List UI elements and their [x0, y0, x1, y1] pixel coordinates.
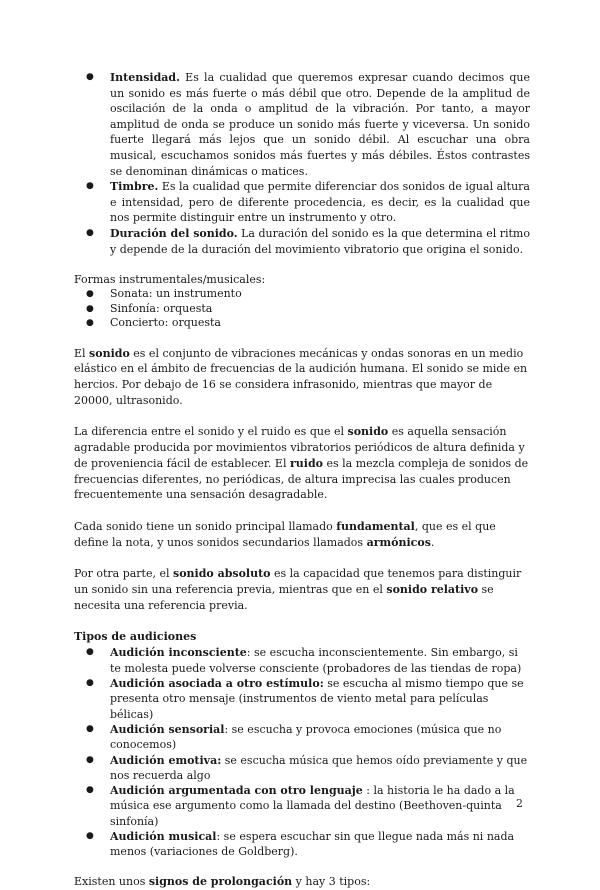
page-number: 2 — [516, 797, 523, 810]
text: se necesita una referencia previa. — [74, 583, 494, 612]
definition: : se escucha inconscientemente. Sin embargo, si te molesta puede volverse consciente (probadores de las tiendas de ropa) — [110, 646, 522, 675]
text: es aquella sensación agradable producida por movimientos vibratorios periódicos de altura definida y de proveniencia fácil de establecer. El — [74, 425, 525, 470]
text: es el conjunto de vibraciones mecánicas y ondas sonoras en un medio elástico en el ámbito de frecuencias de la audición humana. El sonido se mide en hercios. Por debajo de 16 se considera infrasonido, mientras que mayor de 20000, ultrasonido. — [74, 346, 528, 407]
definition: se escucha música que hemos oído previamente y que nos recuerda algo — [110, 753, 528, 782]
term: Duración del sonido. — [110, 226, 238, 240]
definition: : se espera escuchar sin que llegue nada más ni nada menos (variaciones de Goldberg). — [110, 830, 515, 859]
bold-term: fundamental — [336, 519, 415, 533]
text: . — [430, 535, 435, 549]
term: Intensidad. — [110, 71, 180, 84]
paragraph-fundamental — [74, 519, 530, 550]
formas-list — [74, 287, 530, 331]
tipos-title — [74, 629, 530, 645]
bold-term: sonido relativo — [386, 583, 479, 597]
section-heading: Tipos de audiciones — [74, 630, 197, 644]
paragraph-sonido — [74, 346, 530, 409]
list-item — [74, 226, 530, 257]
text: es la capacidad que tenemos para distinguir un sonido sin una referencia previa, mientras que en el — [74, 567, 522, 597]
text: El — [74, 346, 90, 360]
list-item: ● Sinfonía: orquesta — [74, 302, 530, 317]
bold-term: sonido — [89, 346, 130, 360]
term: Audición emotiva: — [110, 753, 222, 767]
term: Audición sensorial — [110, 722, 225, 736]
text: Existen unos — [74, 874, 149, 888]
bold-term: ruido — [289, 456, 323, 470]
list-item — [74, 70, 530, 179]
formas-title: Formas instrumentales/musicales: — [74, 273, 266, 287]
paragraph-signos — [74, 874, 530, 890]
text: es la mezcla compleja de sonidos de frecuencias diferentes, no periódicas, de altura imprecisa las cuales producen frecuentemente una sensación desagradable. — [74, 456, 529, 502]
paragraph-ruido — [74, 424, 530, 503]
paragraph-absoluto — [74, 566, 530, 613]
definition: La duración del sonido es la que determina el ritmo y depende de la duración del movimiento vibratorio que origina el sonido. — [110, 226, 530, 256]
term: Audición argumentada con otro lenguaje — [110, 784, 363, 798]
bold-term: sonido — [347, 425, 389, 439]
term: Audición asociada a otro estímulo: — [110, 677, 324, 691]
term: Audición musical — [110, 830, 217, 844]
list-item — [74, 645, 530, 676]
text: Cada sonido tiene un sonido principal llamado — [74, 519, 337, 533]
sound-qualities-list — [74, 70, 530, 257]
list-item — [74, 179, 530, 226]
text: Por otra parte, el — [74, 567, 173, 581]
definition: se escucha al mismo tiempo que se presenta otro mensaje (instrumentos de viento metal para películas bélicas) — [110, 677, 524, 721]
document-body — [74, 70, 530, 890]
list-item: ● Sonata: un instrumento — [74, 287, 530, 302]
text: y hay 3 tipos: — [292, 874, 371, 888]
definition: Es la cualidad que queremos expresar cuando decimos que un sonido es más fuerte o más débil que otro. Depende de la amplitud de oscilación de la onda o amplitud de la vibración. Por tanto, a mayor amplitud de onda se produce un sonido más fuerte y viceversa. Un sonido fuerte llegará más lejos que un sonido débil. Al escuchar una obra musical, escuchamos sonidos más fuertes y más débiles. Éstos contrastes se denominan dinámicas o matices. — [110, 71, 530, 178]
term: Audición inconsciente — [110, 646, 247, 660]
term: Timbre. — [110, 180, 159, 194]
bold-term: signos de prolongación — [148, 874, 293, 888]
text: La diferencia entre el sonido y el ruido es que el — [74, 425, 348, 439]
text: , que es el que define la nota, y unos sonidos secundarios llamados — [74, 519, 496, 549]
bold-term: armónicos — [366, 535, 431, 549]
definition: Es la cualidad que permite diferenciar dos sonidos de igual altura e intensidad, pero de diferente procedencia, es decir, es la cualidad que nos permite distinguir entre un instrumento y otro. — [110, 180, 530, 225]
list-item — [74, 676, 530, 722]
definition: : la historia le ha dado a la música ese argumento como la llamada del destino (Beethoven-quinta sinfonía) — [110, 784, 515, 828]
bold-term: sonido absoluto — [173, 567, 271, 581]
list-item — [74, 783, 530, 829]
definition: : se escucha y provoca emociones (música que no conocemos) — [110, 722, 502, 752]
list-item — [74, 722, 530, 753]
list-item: ● Concierto: orquesta — [74, 316, 530, 331]
list-item — [74, 753, 530, 784]
tipos-list — [74, 645, 530, 859]
list-item — [74, 829, 530, 860]
